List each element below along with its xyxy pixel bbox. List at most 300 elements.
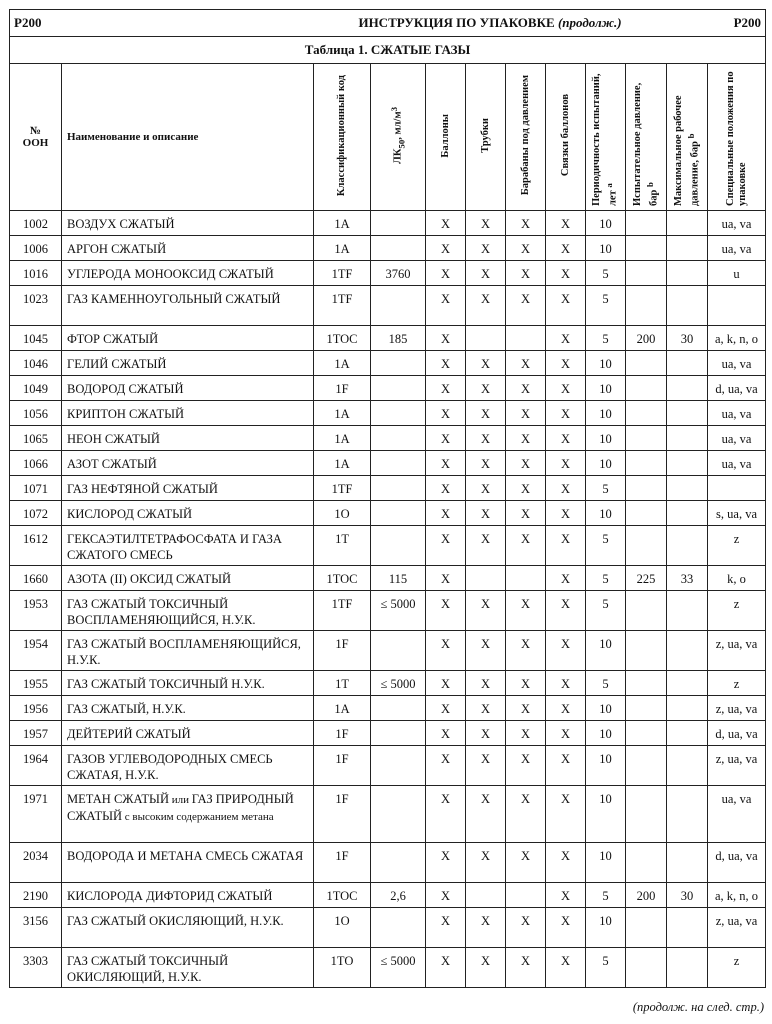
bundles-cell: X [546,236,586,261]
class-code-cell: 1A [314,451,371,476]
drums-cell [506,566,546,591]
bundles-cell: X [546,631,586,671]
tubes-cell: X [466,426,506,451]
test-pressure-cell [626,526,667,566]
lc50-cell [371,746,426,786]
drums-cell: X [506,786,546,843]
bundles-cell: X [546,476,586,501]
max-pressure-cell [667,351,708,376]
class-code-cell: 1TF [314,261,371,286]
lc50-cell [371,236,426,261]
table-row [10,376,766,401]
table-row [10,261,766,286]
class-code-cell: 1TO [314,948,371,988]
tubes-cell: X [466,211,506,236]
test-period-cell: 10 [586,501,626,526]
test-pressure-cell: 225 [626,566,667,591]
max-pressure-cell: 30 [667,883,708,908]
cylinders-cell: X [426,631,466,671]
bundles-cell: X [546,376,586,401]
bundles-cell: X [546,671,586,696]
un-cell: 2034 [10,843,62,883]
page-header [10,10,766,37]
lc50-cell [371,451,426,476]
un-cell: 1065 [10,426,62,451]
table-row [10,948,766,988]
name-cell: ГАЗ СЖАТЫЙ ТОКСИЧНЫЙ Н.У.К. [62,671,314,696]
bundles-cell: X [546,211,586,236]
table-row [10,786,766,843]
lc50-cell: 3760 [371,261,426,286]
max-pressure-cell [667,526,708,566]
tubes-cell: X [466,376,506,401]
drums-cell: X [506,591,546,631]
name-cell: ВОДОРОДА И МЕТАНА СМЕСЬ СЖАТАЯ [62,843,314,883]
test-period-cell: 10 [586,401,626,426]
col-test-period: Периодичность испытаний, лет $^a$ [586,64,626,211]
header-code-right: P200 [667,10,766,37]
cylinders-cell: X [426,883,466,908]
bundles-cell: X [546,721,586,746]
tubes-cell [466,326,506,351]
drums-cell: X [506,671,546,696]
bundles-cell: X [546,908,586,948]
max-pressure-cell [667,376,708,401]
special-cell: s, ua, va [708,501,766,526]
name-cell: ФТОР СЖАТЫЙ [62,326,314,351]
un-cell: 1660 [10,566,62,591]
name-cell: КРИПТОН СЖАТЫЙ [62,401,314,426]
test-period-cell: 5 [586,948,626,988]
lc50-cell [371,721,426,746]
bundles-cell: X [546,746,586,786]
table-row [10,501,766,526]
cylinders-cell: X [426,211,466,236]
test-pressure-cell [626,351,667,376]
tubes-cell: X [466,721,506,746]
drums-cell: X [506,631,546,671]
test-period-cell: 10 [586,631,626,671]
drums-cell [506,883,546,908]
tubes-cell [466,566,506,591]
cylinders-cell: X [426,451,466,476]
drums-cell: X [506,721,546,746]
test-period-cell: 5 [586,286,626,326]
cylinders-cell: X [426,566,466,591]
drums-cell: X [506,451,546,476]
drums-cell: X [506,476,546,501]
bundles-cell: X [546,351,586,376]
bundles-cell: X [546,326,586,351]
un-cell: 1002 [10,211,62,236]
lc50-cell [371,401,426,426]
lc50-cell [371,351,426,376]
special-cell: k, o [708,566,766,591]
class-code-cell: 1A [314,211,371,236]
cylinders-cell: X [426,591,466,631]
table-row [10,286,766,326]
special-cell: ua, va [708,401,766,426]
test-period-cell: 5 [586,566,626,591]
cylinders-cell: X [426,401,466,426]
col-class-code: Классификационный код [314,64,371,211]
max-pressure-cell [667,671,708,696]
name-cell: ГАЗ СЖАТЫЙ ОКИСЛЯЮЩИЙ, Н.У.К. [62,908,314,948]
table-title: Таблица 1. СЖАТЫЕ ГАЗЫ [10,37,766,64]
special-cell: z, ua, va [708,746,766,786]
class-code-cell: 1TF [314,286,371,326]
max-pressure-cell [667,721,708,746]
test-pressure-cell [626,376,667,401]
name-cell: НЕОН СЖАТЫЙ [62,426,314,451]
test-pressure-cell [626,261,667,286]
test-period-cell: 5 [586,591,626,631]
drums-cell: X [506,501,546,526]
bundles-cell: X [546,426,586,451]
test-pressure-cell [626,476,667,501]
name-cell: ДЕЙТЕРИЙ СЖАТЫЙ [62,721,314,746]
tubes-cell: X [466,476,506,501]
class-code-cell: 1A [314,401,371,426]
test-period-cell: 5 [586,261,626,286]
document-page [9,9,765,988]
cylinders-cell: X [426,948,466,988]
lc50-cell: ≤ 5000 [371,591,426,631]
test-period-cell: 10 [586,451,626,476]
test-pressure-cell [626,426,667,451]
table-row [10,843,766,883]
lc50-cell [371,526,426,566]
special-cell: z, ua, va [708,631,766,671]
test-pressure-cell [626,908,667,948]
table-row [10,883,766,908]
un-cell: 1957 [10,721,62,746]
un-cell: 1072 [10,501,62,526]
col-max-pressure: Максимальное рабочее давление, бар $^b$ [667,64,708,211]
tubes-cell: X [466,286,506,326]
max-pressure-cell [667,401,708,426]
drums-cell: X [506,526,546,566]
class-code-cell: 1TF [314,591,371,631]
test-period-cell: 5 [586,476,626,501]
name-cell: ВОДОРОД СЖАТЫЙ [62,376,314,401]
name-cell: ГАЗ СЖАТЫЙ ТОКСИЧНЫЙ ОКИСЛЯЮЩИЙ, Н.У.К. [62,948,314,988]
table-row [10,631,766,671]
test-period-cell: 10 [586,746,626,786]
drums-cell: X [506,261,546,286]
name-cell: АРГОН СЖАТЫЙ [62,236,314,261]
un-cell: 1612 [10,526,62,566]
bundles-cell: X [546,401,586,426]
lc50-cell [371,908,426,948]
test-pressure-cell [626,746,667,786]
test-pressure-cell [626,236,667,261]
test-period-cell: 5 [586,526,626,566]
table-row [10,721,766,746]
special-cell: ua, va [708,211,766,236]
special-cell: z [708,671,766,696]
tubes-cell: X [466,631,506,671]
tubes-cell: X [466,526,506,566]
tubes-cell: X [466,671,506,696]
table-row [10,451,766,476]
name-cell: АЗОТА (II) ОКСИД СЖАТЫЙ [62,566,314,591]
test-pressure-cell: 200 [626,326,667,351]
lc50-cell: 115 [371,566,426,591]
lc50-cell: ≤ 5000 [371,948,426,988]
page-title [314,10,667,37]
lc50-cell [371,426,426,451]
cylinders-cell: X [426,326,466,351]
un-cell: 1954 [10,631,62,671]
cylinders-cell: X [426,501,466,526]
cylinders-cell: X [426,351,466,376]
drums-cell: X [506,843,546,883]
max-pressure-cell [667,948,708,988]
name-cell: УГЛЕРОДА МОНООКСИД СЖАТЫЙ [62,261,314,286]
class-code-cell: 1A [314,426,371,451]
lc50-cell [371,501,426,526]
un-cell: 1953 [10,591,62,631]
test-pressure-cell [626,786,667,843]
table-row [10,746,766,786]
lc50-cell: 185 [371,326,426,351]
test-pressure-cell [626,451,667,476]
name-cell: ГАЗ СЖАТЫЙ, Н.У.К. [62,696,314,721]
table-row [10,591,766,631]
table-row [10,566,766,591]
class-code-cell: 1F [314,746,371,786]
packing-table [9,9,766,988]
test-period-cell: 10 [586,351,626,376]
class-code-cell: 1A [314,236,371,261]
un-cell: 1023 [10,286,62,326]
test-period-cell: 10 [586,908,626,948]
name-cell: ГАЗ КАМЕННОУГОЛЬНЫЙ СЖАТЫЙ [62,286,314,326]
max-pressure-cell [667,631,708,671]
drums-cell: X [506,696,546,721]
drums-cell: X [506,351,546,376]
special-cell [708,476,766,501]
special-cell: a, k, n, o [708,326,766,351]
max-pressure-cell [667,696,708,721]
special-cell: ua, va [708,786,766,843]
test-period-cell: 10 [586,786,626,843]
special-cell: ua, va [708,451,766,476]
test-period-cell: 10 [586,376,626,401]
tubes-cell: X [466,591,506,631]
table-row [10,426,766,451]
test-pressure-cell [626,211,667,236]
class-code-cell: 1F [314,721,371,746]
table-row [10,326,766,351]
class-code-cell: 1F [314,631,371,671]
name-cell: ГАЗ СЖАТЫЙ ТОКСИЧНЫЙ ВОСПЛАМЕНЯЮЩИЙСЯ, Н.У.К. [62,591,314,631]
table-row [10,236,766,261]
drums-cell [506,326,546,351]
cylinders-cell: X [426,721,466,746]
class-code-cell: 1A [314,696,371,721]
bundles-cell: X [546,451,586,476]
special-cell: ua, va [708,426,766,451]
test-pressure-cell [626,721,667,746]
cylinders-cell: X [426,376,466,401]
bundles-cell: X [546,696,586,721]
name-cell: ГАЗ СЖАТЫЙ ВОСПЛАМЕНЯЮЩИЙСЯ, Н.У.К. [62,631,314,671]
special-cell: ua, va [708,236,766,261]
table-row [10,696,766,721]
cylinders-cell: X [426,426,466,451]
cylinders-cell: X [426,908,466,948]
name-cell: АЗОТ СЖАТЫЙ [62,451,314,476]
name-cell: ВОЗДУХ СЖАТЫЙ [62,211,314,236]
col-tubes: Трубки [466,64,506,211]
lc50-cell [371,786,426,843]
class-code-cell: 1O [314,501,371,526]
class-code-cell: 1TOC [314,566,371,591]
name-cell: ГАЗ НЕФТЯНОЙ СЖАТЫЙ [62,476,314,501]
test-period-cell: 5 [586,671,626,696]
test-pressure-cell [626,401,667,426]
tubes-cell: X [466,261,506,286]
table-row [10,476,766,501]
cylinders-cell: X [426,236,466,261]
special-cell: z [708,591,766,631]
max-pressure-cell [667,261,708,286]
max-pressure-cell: 30 [667,326,708,351]
tubes-cell: X [466,786,506,843]
un-cell: 1964 [10,746,62,786]
un-cell: 1971 [10,786,62,843]
cylinders-cell: X [426,261,466,286]
test-period-cell: 10 [586,211,626,236]
tubes-cell: X [466,501,506,526]
test-pressure-cell: 200 [626,883,667,908]
test-pressure-cell [626,286,667,326]
bundles-cell: X [546,843,586,883]
un-cell: 1956 [10,696,62,721]
un-cell: 1016 [10,261,62,286]
drums-cell: X [506,211,546,236]
class-code-cell: 1TOC [314,326,371,351]
max-pressure-cell [667,843,708,883]
drums-cell: X [506,948,546,988]
page-title-main: ИНСТРУКЦИЯ ПО УПАКОВКЕ [358,15,555,30]
table-row [10,526,766,566]
bundles-cell: X [546,286,586,326]
special-cell: z, ua, va [708,908,766,948]
un-cell: 1049 [10,376,62,401]
test-pressure-cell [626,843,667,883]
cylinders-cell: X [426,286,466,326]
max-pressure-cell [667,746,708,786]
un-cell: 2190 [10,883,62,908]
tubes-cell: X [466,451,506,476]
tubes-cell: X [466,401,506,426]
drums-cell: X [506,286,546,326]
test-pressure-cell [626,501,667,526]
bundles-cell: X [546,501,586,526]
test-period-cell: 10 [586,696,626,721]
class-code-cell: 1TOC [314,883,371,908]
max-pressure-cell [667,451,708,476]
special-cell: z [708,948,766,988]
class-code-cell: 1T [314,526,371,566]
un-cell: 1071 [10,476,62,501]
cylinders-cell: X [426,526,466,566]
test-period-cell: 5 [586,326,626,351]
max-pressure-cell [667,501,708,526]
tubes-cell [466,883,506,908]
class-code-cell: 1F [314,843,371,883]
name-cell: ГАЗОВ УГЛЕВОДОРОДНЫХ СМЕСЬ СЖАТАЯ, Н.У.К. [62,746,314,786]
test-period-cell: 10 [586,843,626,883]
tubes-cell: X [466,236,506,261]
test-period-cell: 10 [586,236,626,261]
col-lc50: $ЛК_{50}$, $мл/м^3$ [371,64,426,211]
class-code-cell: 1F [314,786,371,843]
test-pressure-cell [626,591,667,631]
test-pressure-cell [626,671,667,696]
lc50-cell [371,631,426,671]
bundles-cell: X [546,566,586,591]
table-row [10,908,766,948]
max-pressure-cell [667,591,708,631]
special-cell: z, ua, va [708,696,766,721]
un-cell: 1006 [10,236,62,261]
un-cell: 3156 [10,908,62,948]
class-code-cell: 1T [314,671,371,696]
cylinders-cell: X [426,843,466,883]
un-cell: 1045 [10,326,62,351]
table-row [10,211,766,236]
max-pressure-cell: 33 [667,566,708,591]
col-un-number: № ООН [10,64,62,211]
special-cell: z [708,526,766,566]
lc50-cell [371,696,426,721]
col-drums: Барабаны под давлением [506,64,546,211]
drums-cell: X [506,908,546,948]
max-pressure-cell [667,236,708,261]
class-code-cell: 1F [314,376,371,401]
un-cell: 1056 [10,401,62,426]
drums-cell: X [506,746,546,786]
bundles-cell: X [546,591,586,631]
table-row [10,671,766,696]
test-pressure-cell [626,948,667,988]
cylinders-cell: X [426,671,466,696]
max-pressure-cell [667,211,708,236]
header-code-left: P200 [10,10,314,37]
cylinders-cell: X [426,746,466,786]
special-cell: d, ua, va [708,376,766,401]
test-period-cell: 10 [586,426,626,451]
tubes-cell: X [466,948,506,988]
drums-cell: X [506,426,546,451]
un-cell: 3303 [10,948,62,988]
tubes-cell: X [466,908,506,948]
tubes-cell: X [466,696,506,721]
test-pressure-cell [626,631,667,671]
bundles-cell: X [546,261,586,286]
col-test-pressure: Испытательное давление, бар $^b$ [626,64,667,211]
special-cell: a, k, n, o [708,883,766,908]
lc50-cell [371,211,426,236]
max-pressure-cell [667,286,708,326]
class-code-cell: 1A [314,351,371,376]
special-cell: ua, va [708,351,766,376]
col-cylinders: Баллоны [426,64,466,211]
